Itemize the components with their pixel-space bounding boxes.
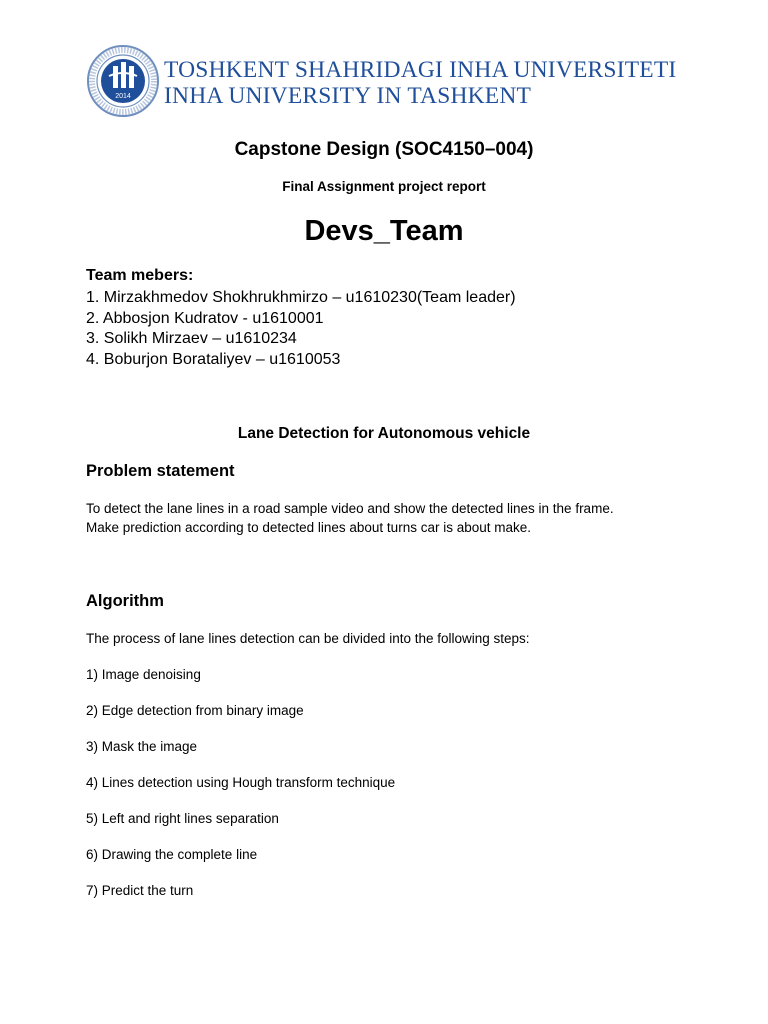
- step-item: 4) Lines detection using Hough transform technique: [86, 775, 396, 790]
- problem-statement: [86, 500, 614, 537]
- university-name-uz: TOSHKENT SHAHRIDAGI INHA UNIVERSITETI: [164, 57, 677, 83]
- members-heading: Team mebers:: [86, 267, 194, 284]
- member-item: 4. Boburjon Borataliyev – u1610053: [86, 350, 341, 368]
- step-item: 1) Image denoising: [86, 667, 201, 682]
- problem-line: To detect the lane lines in a road sample video and show the detected lines in the frame.: [86, 501, 614, 516]
- algorithm-heading: Algorithm: [86, 592, 164, 610]
- step-item: 5) Left and right lines separation: [86, 811, 279, 826]
- step-item: 7) Predict the turn: [86, 883, 194, 898]
- report-subtitle: Final Assignment project report: [282, 179, 486, 194]
- algorithm-intro: The process of lane lines detection can be divided into the following steps:: [86, 631, 530, 646]
- logo-year: 2014: [115, 93, 131, 100]
- university-header: [86, 44, 686, 120]
- step-item: 6) Drawing the complete line: [86, 847, 258, 862]
- course-title: Capstone Design (SOC4150–004): [234, 139, 534, 160]
- university-logo: [86, 44, 160, 118]
- members-list: [86, 288, 516, 370]
- university-name-en: INHA UNIVERSITY IN TASHKENT: [164, 83, 532, 109]
- algorithm-steps: [86, 666, 395, 918]
- member-item: 2. Abbosjon Kudratov - u1610001: [86, 309, 324, 327]
- project-title: Lane Detection for Autonomous vehicle: [237, 425, 531, 442]
- member-item: 1. Mirzakhmedov Shokhrukhmirzo – u1610230(Team leader): [86, 289, 516, 306]
- step-item: 3) Mask the image: [86, 739, 198, 754]
- member-item: 3. Solikh Mirzaev – u1610234: [86, 330, 297, 347]
- step-item: 2) Edge detection from binary image: [86, 703, 304, 718]
- problem-heading: Problem statement: [86, 462, 235, 480]
- team-name: Devs_Team: [304, 215, 464, 247]
- problem-line: Make prediction according to detected lines about turns car is about make.: [86, 519, 531, 535]
